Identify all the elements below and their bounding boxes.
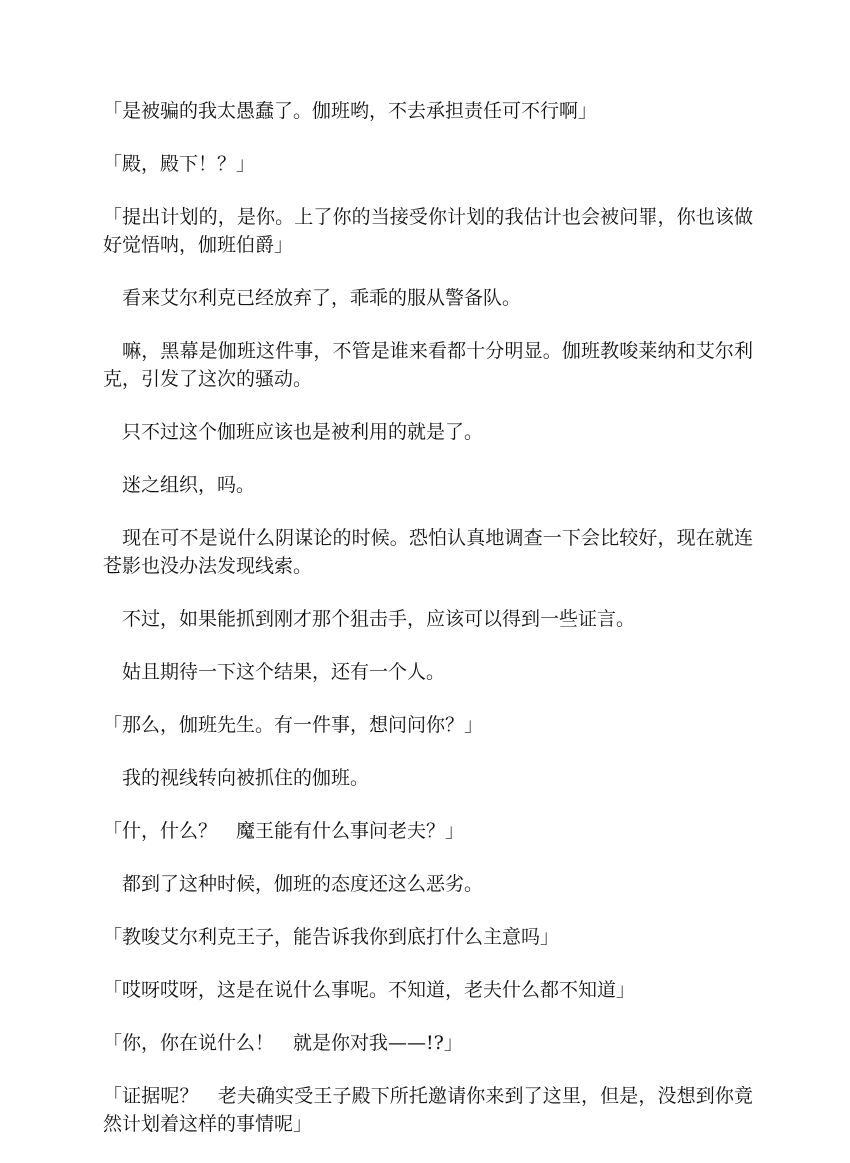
paragraph: 嘛，黑幕是伽班这件事，不管是谁来看都十分明显。伽班教唆莱纳和艾尔利克，引发了这次的骚动。 — [103, 340, 753, 390]
paragraph: 「教唆艾尔利克王子，能告诉我你到底打什么主意吗」 — [103, 926, 560, 948]
paragraph: 都到了这种时候，伽班的态度还这么恶劣。 — [103, 873, 484, 895]
paragraph: 只不过这个伽班应该也是被利用的就是了。 — [103, 421, 484, 443]
paragraph: 「殿，殿下！？」 — [103, 153, 256, 175]
paragraph: 迷之组织，吗。 — [103, 474, 256, 496]
paragraph: 我的视线转向被抓住的伽班。 — [103, 767, 370, 789]
paragraph: 姑且期待一下这个结果，还有一个人。 — [103, 661, 446, 683]
paragraph: 「什，什么？ 魔王能有什么事问老夫？」 — [103, 820, 465, 842]
paragraph: 「那么，伽班先生。有一件事，想问问你？」 — [103, 714, 484, 736]
paragraph: 「你，你在说什么！ 就是你对我——!?」 — [103, 1032, 463, 1054]
paragraph: 「证据呢？ 老夫确实受王子殿下所托邀请你来到了这里，但是，没想到你竟然计划着这样的事情呢」 — [103, 1085, 753, 1135]
paragraph: 不过，如果能抓到刚才那个狙击手，应该可以得到一些证言。 — [103, 608, 636, 630]
document-page — [103, 97, 753, 1163]
paragraph: 「是被骗的我太愚蠢了。伽班哟，不去承担责任可不行啊」 — [103, 100, 598, 122]
paragraph: 看来艾尔利克已经放弃了，乖乖的服从警备队。 — [103, 287, 522, 309]
paragraph: 「哎呀哎呀，这是在说什么事呢。不知道，老夫什么都不知道」 — [103, 979, 636, 1001]
paragraph: 「提出计划的，是你。上了你的当接受你计划的我估计也会被问罪，你也该做好觉悟呐，伽班伯爵」 — [103, 206, 753, 256]
paragraph: 现在可不是说什么阴谋论的时候。恐怕认真地调查一下会比较好，现在就连苍影也没办法发现线索。 — [103, 527, 753, 577]
